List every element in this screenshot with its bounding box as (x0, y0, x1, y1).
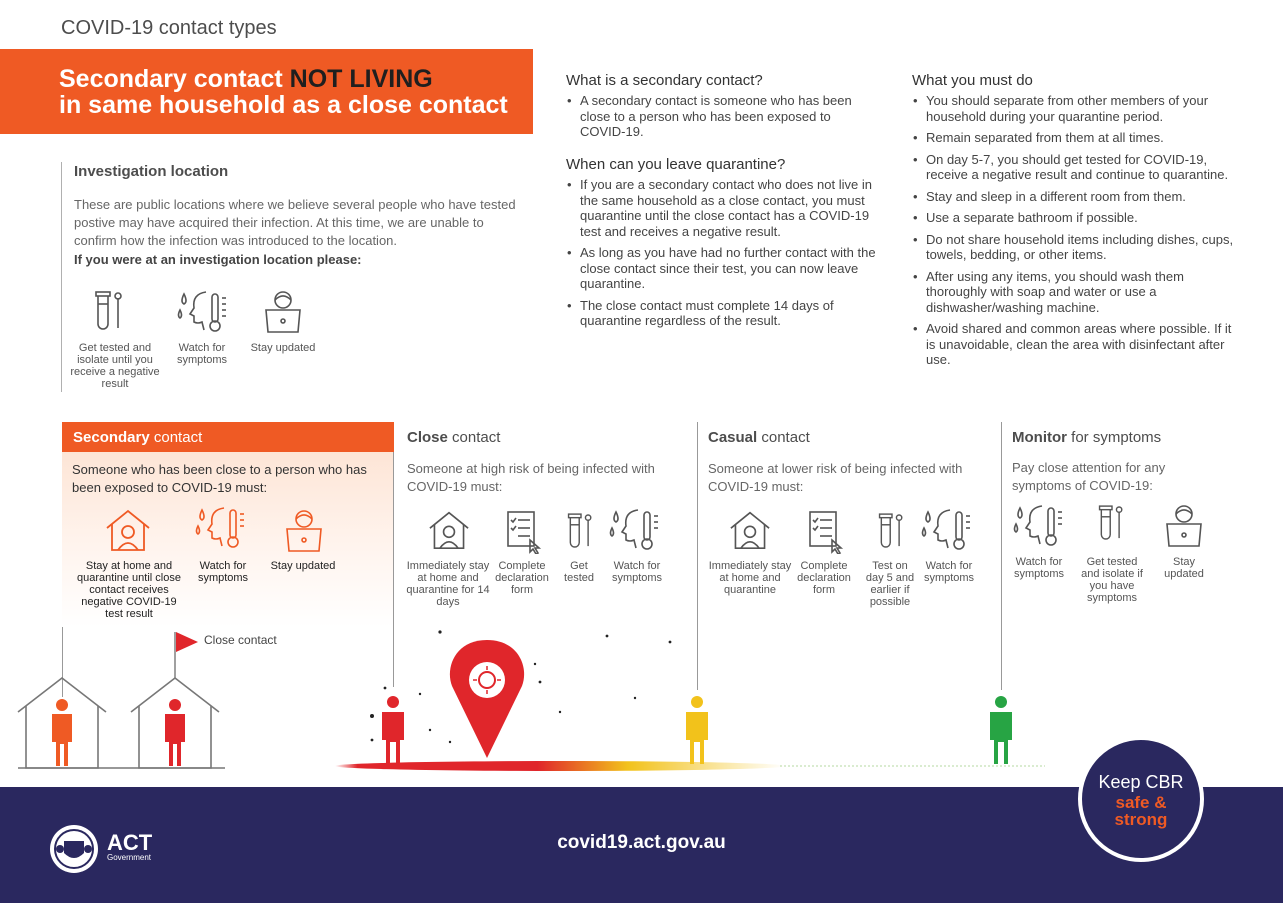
test-tube-icon (876, 510, 908, 557)
when-leave-item: • The close contact must complete 14 days of quarantine regardless of the result. (580, 298, 881, 329)
test-tube-icon (1096, 502, 1128, 549)
symptoms-icon (1012, 504, 1068, 553)
investigation-description: These are public locations where we believe several people who have tested postive may have acquired their infection. At this time, we are unable to confirm how the infection was introduced to the location. (74, 197, 516, 248)
close-title-rest: contact (447, 429, 501, 446)
secondary-description: Someone who has been close to a person who has been exposed to COVID-19 must: (72, 462, 367, 495)
secondary-caption-2: Watch for symptoms (197, 560, 249, 584)
close-caption-4: Watch for symptoms (611, 560, 663, 584)
secondary-title (73, 429, 202, 446)
badge-line2-text: safe & (1115, 793, 1167, 812)
what-is-title: What is a secondary contact? (566, 72, 763, 89)
must-do-item: • Avoid shared and common areas where possible. If it is unavoidable, clean the area with disinfectant after use. (926, 321, 1242, 368)
flag-label: Close contact (204, 633, 277, 647)
contact-illustration (0, 620, 1060, 785)
monitor-title-bold: Monitor (1012, 429, 1067, 446)
footer-url[interactable]: covid19.act.gov.au (557, 832, 726, 853)
secondary-caption-3: Stay updated (270, 560, 336, 572)
must-do-list (912, 93, 1242, 374)
laptop-person-icon (262, 290, 304, 339)
monitor-title (1012, 429, 1161, 446)
when-leave-list (566, 177, 881, 335)
act-crest-icon (48, 823, 100, 880)
close-title (407, 429, 500, 446)
secondary-title-bold: Secondary (73, 429, 150, 446)
close-caption-1: Immediately stay at home and quarantine for 14 days (406, 560, 490, 608)
hero-title (59, 66, 508, 118)
when-leave-title: When can you leave quarantine? (566, 156, 786, 173)
must-do-item: • After using any items, you should wash them thoroughly with soap and water or use a dishwasher/washing machine. (926, 269, 1242, 316)
casual-caption-1: Immediately stay at home and quarantine (708, 560, 792, 596)
badge-line2 (1078, 794, 1204, 828)
investigation-caption-2: Watch for symptoms (176, 342, 228, 366)
monitor-caption-3: Stay updated (1164, 556, 1204, 580)
monitor-description: Pay close attention for any symptoms of COVID-19: (1012, 460, 1166, 493)
what-is-list (566, 93, 876, 146)
monitor-caption-2: Get tested and isolate if you have symptoms (1081, 556, 1143, 604)
close-description: Someone at high risk of being infected with COVID-19 must: (407, 461, 655, 494)
must-do-item: • Do not share household items including dishes, cups, towels, bedding, or other items. (926, 232, 1242, 263)
monitor-caption-1: Watch for symptoms (1013, 556, 1065, 580)
symptoms-icon (920, 508, 976, 557)
casual-title (708, 429, 810, 446)
must-do-item: • Remain separated from them at all times. (926, 130, 1242, 146)
test-tube-icon (565, 510, 597, 557)
must-do-item: • On day 5-7, you should get tested for COVID-19, receive a negative result and continue to quarantine. (926, 152, 1242, 183)
declaration-form-icon (808, 510, 844, 559)
declaration-form-icon (506, 510, 542, 559)
investigation-title: Investigation location (74, 163, 229, 180)
hero-title-part1: Secondary contact (59, 65, 290, 93)
must-do-item: • Use a separate bathroom if possible. (926, 210, 1242, 226)
investigation-lead: If you were at an investigation location please: (74, 252, 362, 267)
what-is-item: • A secondary contact is someone who has been close to a person who has been exposed to COVID-19. (580, 93, 876, 140)
badge-line3-text: strong (1114, 810, 1168, 829)
document-label: COVID-19 contact types (61, 17, 277, 39)
when-leave-item: • As long as you have had no further contact with the close contact since their test, you can now leave quarantine. (580, 245, 881, 292)
laptop-person-icon (1163, 504, 1205, 553)
close-caption-3: Get tested (564, 560, 594, 584)
badge-line1: Keep CBR (1098, 772, 1184, 792)
investigation-caption-3: Stay updated (250, 342, 316, 354)
close-title-bold: Close (407, 429, 448, 446)
symptoms-icon (608, 508, 664, 557)
casual-title-bold: Casual (708, 429, 758, 446)
house-person-icon (104, 508, 152, 557)
secondary-caption-1: Stay at home and quarantine until close contact receives negative COVID-19 test result (77, 560, 181, 620)
casual-title-rest: contact (757, 429, 810, 446)
casual-caption-3: Test on day 5 and earlier if possible (865, 560, 915, 608)
casual-description: Someone at lower risk of being infected with COVID-19 must: (708, 461, 963, 494)
investigation-caption-1: Get tested and isolate until you receive a negative result (70, 342, 160, 390)
monitor-title-rest: for symptoms (1066, 429, 1162, 446)
must-do-title: What you must do (912, 72, 1033, 89)
when-leave-item: • If you are a secondary contact who does not live in the same household as a close contact, you must quarantine until the close contact has a COVID-19 test and receives a negative result. (580, 177, 881, 239)
hero-title-emphasis: NOT LIVING (289, 65, 433, 93)
act-logo-subtext: Government (107, 853, 152, 862)
investigation-rule (61, 162, 62, 392)
symptoms-icon (176, 290, 232, 339)
casual-caption-2: Complete declaration form (797, 560, 851, 596)
secondary-title-rest: contact (149, 429, 203, 446)
casual-caption-4: Watch for symptoms (923, 560, 975, 584)
act-logo-text: ACT (107, 830, 153, 855)
house-person-icon (728, 510, 772, 555)
symptoms-icon (194, 506, 250, 555)
house-person-icon (427, 510, 471, 555)
laptop-person-icon (283, 509, 325, 558)
must-do-item: • Stay and sleep in a different room from them. (926, 189, 1242, 205)
must-do-item: • You should separate from other members of your household during your quarantine period. (926, 93, 1242, 124)
hero-title-line2: in same household as a close contact (59, 91, 508, 119)
test-tube-icon (92, 290, 128, 337)
close-caption-2: Complete declaration form (495, 560, 549, 596)
